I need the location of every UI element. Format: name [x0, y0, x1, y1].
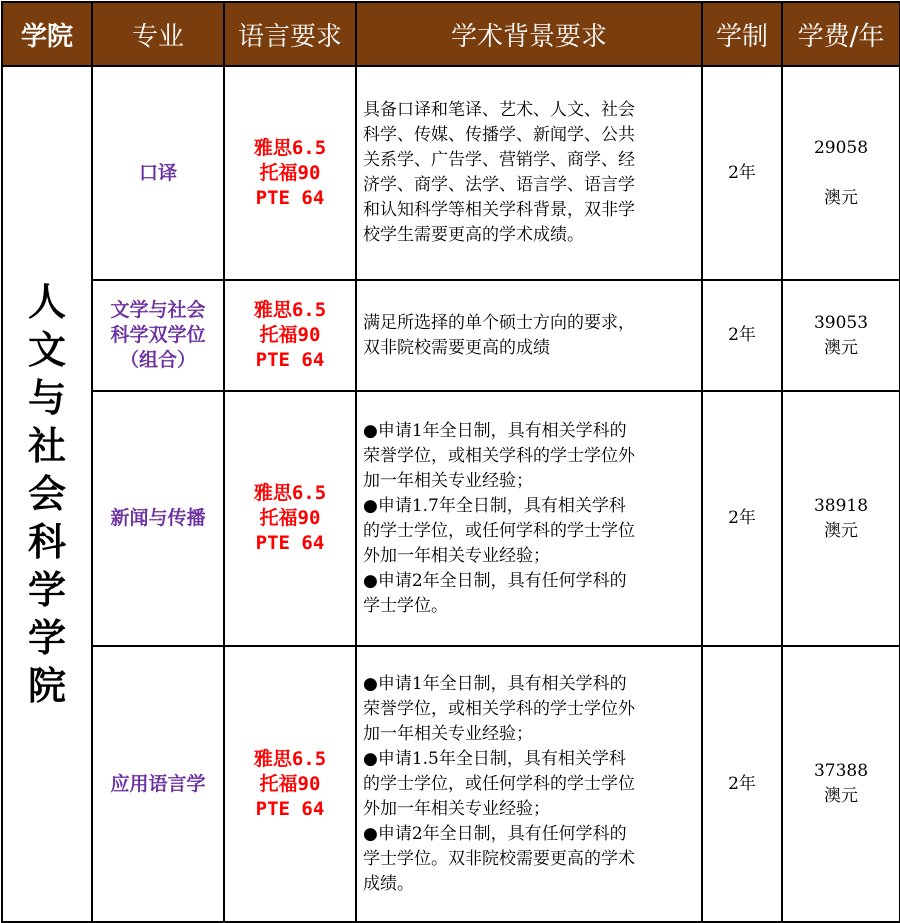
- language-cell: [224, 646, 356, 922]
- fee-spacer: [783, 161, 899, 186]
- language-cell: [224, 391, 356, 646]
- pte-requirement: PTE 64: [255, 532, 325, 554]
- college-char: 会: [27, 471, 66, 516]
- fee-cell: [782, 646, 900, 922]
- ielts-requirement: 雅思6.5: [253, 482, 327, 504]
- header-language: 语言要求: [224, 2, 356, 66]
- table-row: [2, 280, 900, 391]
- pte-requirement: PTE 64: [255, 797, 325, 820]
- header-fee: 学费/年: [782, 2, 900, 66]
- major-name: 文学与社会: [110, 299, 206, 321]
- fee-unit: 澳元: [824, 786, 858, 806]
- toefl-requirement: 托福90: [259, 507, 321, 529]
- fee-unit: 澳元: [824, 520, 858, 541]
- major-cell: [92, 66, 224, 280]
- major-name: 新闻与传播: [110, 507, 206, 529]
- college-char: 院: [27, 663, 66, 708]
- table-row: [2, 66, 900, 280]
- background-requirement: ●申请1年全日制，具有相关学科的 荣誉学位，或相关学科的学士学位外 加一年相关专业经验； ●申请1.5年全日制，具有相关学科 的学士学位，或任何学科的学士学位 外加一年相关专业经验； ●申请2年全日制，具有任何学科的 学士学位。双非院校需要更高的学术 成绩。: [356, 646, 702, 922]
- fee-amount: 38918: [813, 495, 869, 516]
- header-college: 学院: [2, 2, 92, 66]
- background-requirement: 满足所选择的单个硕士方向的要求， 双非院校需要更高的成绩: [356, 280, 702, 391]
- pte-requirement: PTE 64: [255, 349, 325, 371]
- major-name: 应用语言学: [110, 772, 206, 795]
- college-char: 与: [27, 375, 66, 420]
- college-char: 社: [27, 423, 66, 468]
- table-row: [2, 391, 900, 646]
- fee-cell: [782, 391, 900, 646]
- toefl-requirement: 托福90: [259, 161, 321, 184]
- table-row: [2, 646, 900, 922]
- program-table: [1, 1, 900, 923]
- college-char: 人: [27, 279, 66, 324]
- major-cell: [92, 646, 224, 922]
- background-requirement: ●申请1年全日制，具有相关学科的 荣誉学位，或相关学科的学士学位外 加一年相关专业经验； ●申请1.7年全日制，具有相关学科 的学士学位，或任何学科的学士学位 外加一年相关专业经验； ●申请2年全日制，具有任何学科的 学士学位。: [356, 391, 702, 646]
- ielts-requirement: 雅思6.5: [253, 299, 327, 321]
- major-name: 科学双学位: [110, 324, 206, 346]
- language-cell: [224, 280, 356, 391]
- college-char: 科: [27, 519, 66, 564]
- ielts-requirement: 雅思6.5: [253, 747, 327, 770]
- fee-amount: 37388: [813, 761, 869, 781]
- fee-cell: [782, 66, 900, 280]
- fee-amount: 29058: [813, 137, 869, 158]
- header-row: [2, 2, 900, 66]
- fee-cell: [782, 280, 900, 391]
- language-cell: [224, 66, 356, 280]
- college-char: 学: [27, 567, 66, 612]
- fee-unit: 澳元: [824, 187, 858, 208]
- college-cell: [2, 66, 92, 922]
- background-requirement: 具备口译和笔译、艺术、人文、社会 科学、传媒、传播学、新闻学、公共 关系学、广告学、营销学、商学、经 济学、商学、法学、语言学、语言学 和认知科学等相关学科背景，双非学 校学生需要更高的学术成绩。: [356, 66, 702, 280]
- toefl-requirement: 托福90: [259, 324, 321, 346]
- duration-cell: 2年: [702, 66, 782, 280]
- duration-cell: 2年: [702, 280, 782, 391]
- header-major: 专业: [92, 2, 224, 66]
- ielts-requirement: 雅思6.5: [253, 136, 327, 159]
- duration-cell: 2年: [702, 391, 782, 646]
- fee-unit: 澳元: [824, 337, 858, 358]
- header-background: 学术背景要求: [356, 2, 702, 66]
- major-name: 口译: [138, 161, 177, 184]
- pte-requirement: PTE 64: [255, 186, 325, 209]
- college-char: 文: [27, 327, 66, 372]
- header-duration: 学制: [702, 2, 782, 66]
- major-name: （组合）: [119, 349, 196, 371]
- college-char: 学: [27, 615, 66, 660]
- fee-amount: 39053: [813, 312, 869, 333]
- major-cell: [92, 391, 224, 646]
- major-cell: [92, 280, 224, 391]
- toefl-requirement: 托福90: [259, 772, 321, 795]
- duration-cell: 2年: [702, 646, 782, 922]
